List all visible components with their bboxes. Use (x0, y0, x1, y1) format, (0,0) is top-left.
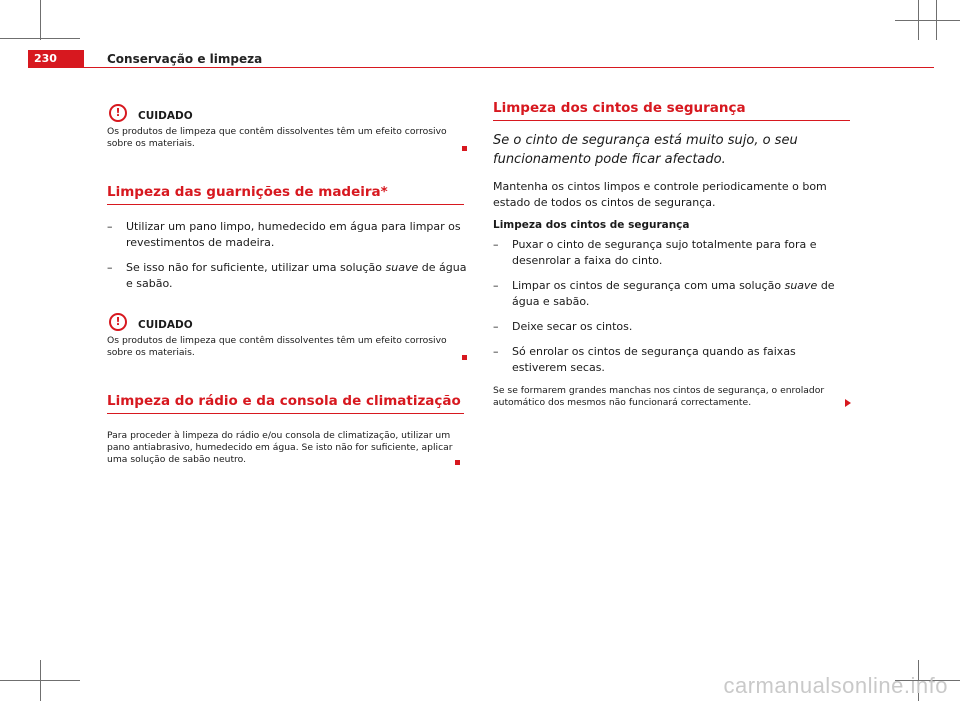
caution-text: Os produtos de limpeza que contêm dissolventes têm um efeito corrosivo sobre os materiais. (107, 126, 447, 149)
section-end-mark (455, 460, 460, 465)
list-item-text: Só enrolar os cintos de segurança quando as faixas estiverem secas. (512, 345, 796, 374)
radio-text: Para proceder à limpeza do rádio e/ou consola de climatização, utilizar um pano antiabrasivo, humedecido em água. Se isto não for suficiente, aplicar uma solução de sabão neutro. (107, 430, 453, 465)
section-end-mark (462, 146, 467, 151)
belts-subtitle: Se o cinto de segurança está muito sujo, o seu funcionamento pode ficar afectado. (493, 133, 798, 167)
belts-steps (493, 237, 853, 376)
section-end-mark (462, 355, 467, 360)
emphasis-suave: suave (784, 279, 818, 292)
list-item (493, 237, 853, 269)
caution-text: Os produtos de limpeza que contêm dissolventes têm um efeito corrosivo sobre os materiais. (107, 335, 447, 358)
list-item (493, 278, 853, 310)
watermark: carmanualsonline.info (723, 673, 948, 698)
dash: – (493, 279, 499, 292)
dash: – (107, 261, 113, 274)
caution-title: CUIDADO (138, 110, 193, 122)
right-column (493, 100, 853, 409)
list-item-text: Limpar os cintos de segurança com uma solução (512, 279, 785, 292)
dash: – (493, 238, 499, 251)
page-header-title: Conservação e limpeza (107, 52, 263, 66)
crop-mark (936, 0, 937, 40)
section-title-radio: Limpeza do rádio e da consola de climatização (107, 393, 464, 414)
crop-mark (40, 0, 41, 40)
list-item (107, 260, 467, 292)
dash: – (107, 220, 113, 233)
left-column (107, 100, 467, 466)
list-item-text: de água e sabão. (512, 279, 835, 308)
wood-steps (107, 219, 467, 292)
continue-arrow-icon (845, 399, 851, 407)
radio-text-block (107, 430, 459, 466)
belts-note: Se se formarem grandes manchas nos cintos de segurança, o enrolador automático dos mesmos não funcionará correctamente. (493, 385, 825, 408)
caution-box (107, 100, 467, 150)
list-item-text: Puxar o cinto de segurança sujo totalmente para fora e desenrolar a faixa do cinto. (512, 238, 817, 267)
warning-icon: ! (109, 104, 127, 122)
belts-note-block (493, 385, 845, 409)
warning-icon: ! (109, 313, 127, 331)
page-number: 230 (28, 50, 84, 68)
list-item (493, 344, 853, 376)
crop-mark (0, 680, 80, 681)
header-rule (28, 67, 934, 68)
list-item-text: Utilizar um pano limpo, humedecido em água para limpar os revestimentos de madeira. (126, 220, 461, 249)
crop-mark (0, 38, 80, 39)
caution-box (107, 309, 467, 359)
dash: – (493, 345, 499, 358)
crop-mark (895, 20, 960, 21)
dash: – (493, 320, 499, 333)
emphasis-suave: suave (385, 261, 419, 274)
list-item (107, 219, 467, 251)
section-title-wood: Limpeza das guarnições de madeira* (107, 184, 464, 205)
list-item (493, 319, 853, 335)
list-item-text: Deixe secar os cintos. (512, 320, 633, 333)
caution-title: CUIDADO (138, 319, 193, 331)
belts-subhead: Limpeza dos cintos de segurança (493, 219, 690, 231)
list-item-text: de água e sabão. (126, 261, 467, 290)
belts-intro: Mantenha os cintos limpos e controle periodicamente o bom estado de todos os cintos de segurança. (493, 180, 827, 209)
list-item-text: Se isso não for suficiente, utilizar uma solução (126, 261, 386, 274)
section-title-belts: Limpeza dos cintos de segurança (493, 100, 850, 121)
